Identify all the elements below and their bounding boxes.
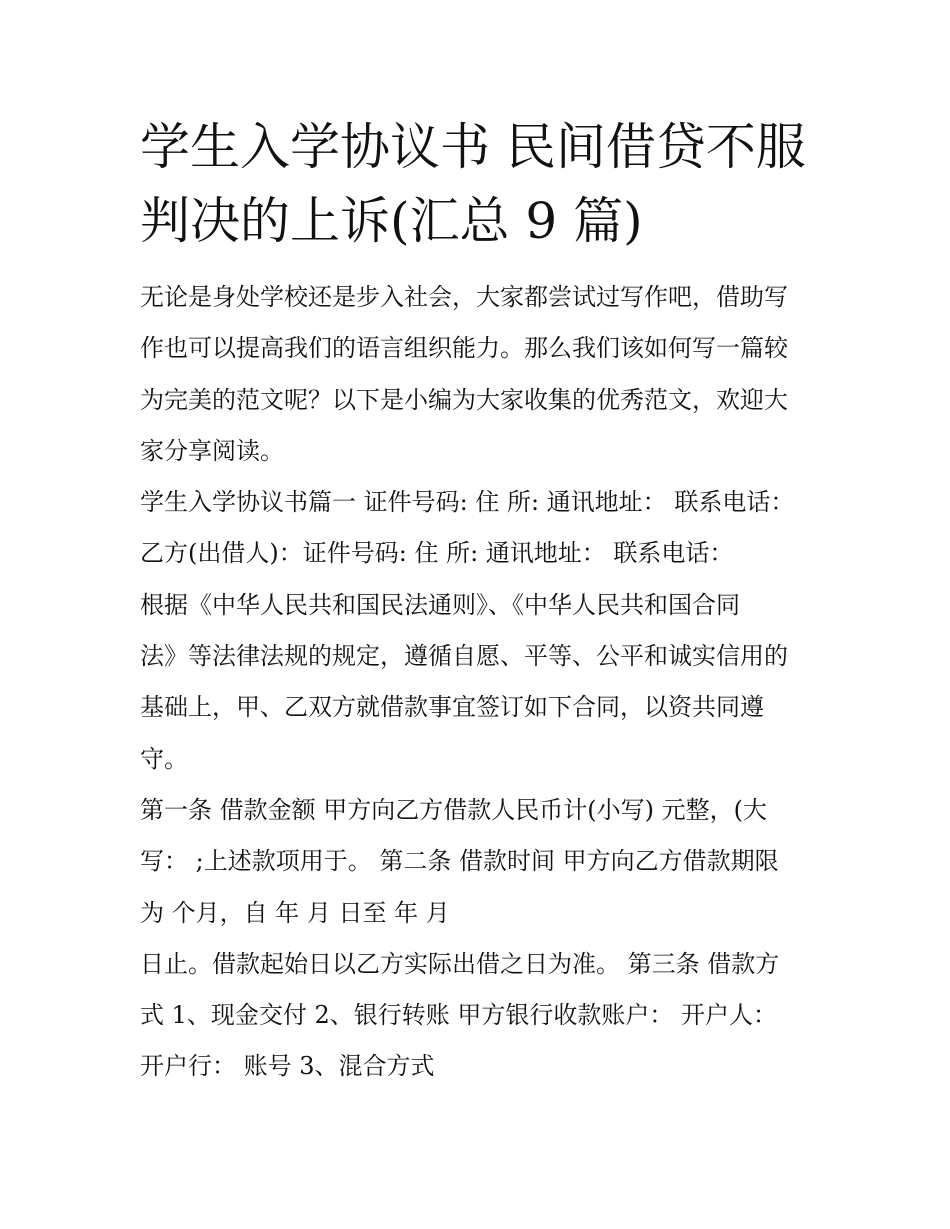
document-body	[140, 272, 830, 1093]
document-title	[140, 110, 830, 258]
title-line: 判决的上诉(汇总 9 篇)	[140, 192, 643, 250]
body-line: 式 1、现金交付 2、银行转账 甲方银行收款账户： 开户人：	[140, 1001, 778, 1030]
body-line: 作也可以提高我们的语言组织能力。那么我们该如何写一篇较	[140, 334, 788, 363]
body-line: 根据《中华人民共和国民法通则》、《中华人民共和国合同	[140, 590, 740, 619]
body-line: 日止。借款起始日以乙方实际出借之日为准。 第三条 借款方	[140, 949, 780, 978]
body-line: 开户行： 账号 3、混合方式	[140, 1052, 435, 1081]
title-line: 学生入学协议书 民间借贷不服	[140, 118, 806, 176]
body-line: 写： ;上述款项用于。 第二条 借款时间 甲方向乙方借款期限	[140, 847, 779, 876]
body-line: 基础上，甲、乙双方就借款事宜签订如下合同，以资共同遵	[140, 693, 764, 722]
body-line: 无论是身处学校还是步入社会，大家都尝试过写作吧，借助写	[140, 283, 788, 311]
body-line: 为 个月，自 年 月 日至 年 月	[140, 898, 450, 927]
body-line: 家分享阅读。	[140, 436, 284, 465]
body-line: 守。	[140, 744, 188, 773]
body-line: 学生入学协议书篇一 证件号码: 住 所: 通讯地址： 联系电话：	[140, 488, 795, 517]
body-line: 为完美的范文呢？以下是小编为大家收集的优秀范文，欢迎大	[140, 385, 788, 414]
body-line: 乙方(出借人)：证件号码: 住 所: 通讯地址： 联系电话：	[140, 539, 734, 568]
body-line: 法》等法律法规的规定，遵循自愿、平等、公平和诚实信用的	[140, 642, 788, 671]
body-line: 第一条 借款金额 甲方向乙方借款人民币计(小写) 元整，(大	[140, 795, 767, 824]
